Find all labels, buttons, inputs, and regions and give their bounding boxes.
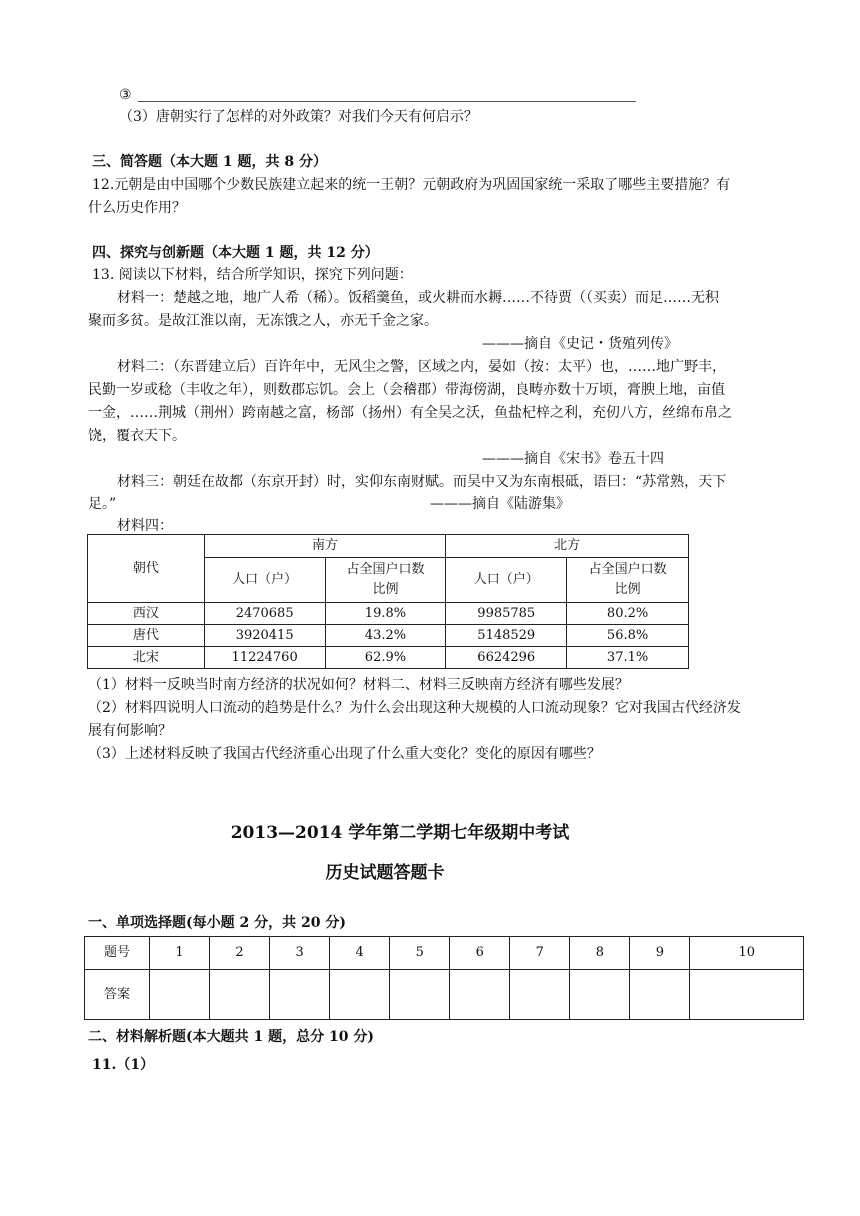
subquestion-3: （3）上述材料反映了我国古代经济重心出现了什么重大变化？变化的原因有哪些？ <box>88 746 601 762</box>
cell-north-pop: 9985785 <box>446 603 567 625</box>
header-south: 南方 <box>204 535 446 558</box>
cell-north-pop: 6624296 <box>446 647 567 669</box>
material-1-line-2: 聚而多贫。是故江淮以南，无冻饿之人，亦无千金之家。 <box>88 313 438 329</box>
material-2-line-2: 民勤一岁或稔（丰收之年），则数郡忘饥。会上（会稽郡）带海傍湖，良畴亦数十万顷，膏腴上地，亩值 <box>88 382 725 398</box>
answer-grid <box>84 936 804 1020</box>
answer-cell[interactable] <box>450 970 510 1020</box>
cell-south-pop: 2470685 <box>204 603 325 625</box>
answer-cell[interactable] <box>570 970 630 1020</box>
answer-cell[interactable] <box>630 970 690 1020</box>
section-3-heading: 三、简答题（本大题 1 题，共 8 分） <box>92 154 327 170</box>
cell-south-ratio: 62.9% <box>325 647 446 669</box>
population-table <box>87 534 689 669</box>
cell-south-ratio: 43.2% <box>325 625 446 647</box>
material-2-line-1: 材料二：（东晋建立后）百许年中，无风尘之警，区域之内，晏如（按：太平）也，……地广野丰， <box>117 359 726 375</box>
question-number: 2 <box>210 937 270 970</box>
table-row <box>88 603 689 625</box>
cell-north-ratio: 56.8% <box>567 625 689 647</box>
question-number: 5 <box>390 937 450 970</box>
header-north-ratio: 占全国户口数 比例 <box>567 558 689 603</box>
question-number: 10 <box>690 937 804 970</box>
question-13-intro: 13. 阅读以下材料，结合所学知识，探究下列问题： <box>92 267 413 283</box>
row-label-answer: 答案 <box>85 970 150 1020</box>
cell-north-ratio: 37.1% <box>567 647 689 669</box>
cell-dynasty: 唐代 <box>88 625 205 647</box>
header-north-pop: 人口（户） <box>446 558 567 603</box>
question-12-line-1: 12.元朝是由中国哪个少数民族建立起来的统一王朝？元朝政府为巩固国家统一采取了哪些主要措施？有 <box>92 177 731 193</box>
answer-cell[interactable] <box>330 970 390 1020</box>
answer-section-1-heading: 一、单项选择题(每小题 2 分，共 20 分) <box>88 915 346 931</box>
material-3-source: ———摘自《陆游集》 <box>430 496 570 512</box>
cell-north-ratio: 80.2% <box>567 603 689 625</box>
header-dynasty: 朝代 <box>88 535 205 603</box>
answer-section-2-heading: 二、材料解析题(本大题共 1 题，总分 10 分) <box>88 1029 374 1045</box>
answer-cell[interactable] <box>150 970 210 1020</box>
answer-blank-3-label: ③ <box>119 87 132 103</box>
section-4-heading: 四、探究与创新题（本大题 1 题，共 12 分） <box>92 245 379 261</box>
header-south-pop: 人口（户） <box>204 558 325 603</box>
material-4-label: 材料四： <box>117 518 173 534</box>
material-1-source: ———摘自《史记・货殖列传》 <box>482 336 678 352</box>
material-3-line-1: 材料三：朝廷在故都（东京开封）时，实仰东南财赋。而吴中又为东南根砥，语曰：“苏常熟，天下 <box>117 474 727 490</box>
cell-north-pop: 5148529 <box>446 625 567 647</box>
question-11-part-3: （3）唐朝实行了怎样的对外政策？对我们今天有何启示？ <box>119 109 478 125</box>
answer-card-title: 2013—2014 学年第二学期七年级期中考试 <box>230 823 570 843</box>
answer-cell[interactable] <box>270 970 330 1020</box>
answer-cell[interactable] <box>210 970 270 1020</box>
question-number: 8 <box>570 937 630 970</box>
cell-dynasty: 北宋 <box>88 647 205 669</box>
material-2-line-4: 饶，覆衣天下。 <box>88 428 186 444</box>
question-number: 6 <box>450 937 510 970</box>
cell-south-pop: 11224760 <box>204 647 325 669</box>
subquestion-2-line-2: 展有何影响？ <box>88 723 172 739</box>
answer-question-11-label: 11.（1） <box>92 1057 155 1073</box>
answer-cell[interactable] <box>510 970 570 1020</box>
question-number: 7 <box>510 937 570 970</box>
question-number: 3 <box>270 937 330 970</box>
answer-cell[interactable] <box>690 970 804 1020</box>
question-number: 4 <box>330 937 390 970</box>
subquestion-2-line-1: （2）材料四说明人口流动的趋势是什么？为什么会出现这种大规模的人口流动现象？它对我国古代经济发 <box>88 700 741 716</box>
cell-south-ratio: 19.8% <box>325 603 446 625</box>
header-north: 北方 <box>446 535 689 558</box>
cell-south-pop: 3920415 <box>204 625 325 647</box>
material-3-line-2: 足。” <box>88 496 117 512</box>
table-row <box>88 625 689 647</box>
answer-cell[interactable] <box>390 970 450 1020</box>
answer-card-subtitle: 历史试题答题卡 <box>325 863 445 883</box>
subquestion-1: （1）材料一反映当时南方经济的状况如何？材料二、材料三反映南方经济有哪些发展？ <box>88 677 629 693</box>
material-1-line-1: 材料一：楚越之地，地广人希（稀）。饭稻羹鱼，或火耕而水耨……不待贾（（买卖）而足……无积 <box>117 290 719 306</box>
material-2-line-3: 一金，……荆城（荆州）跨南越之富，杨部（扬州）有全吴之沃，鱼盐杞梓之利，充仞八方，丝绵布帛之 <box>88 405 732 421</box>
question-number: 9 <box>630 937 690 970</box>
answer-blank-3-line <box>138 101 636 102</box>
row-label-number: 题号 <box>85 937 150 970</box>
question-number: 1 <box>150 937 210 970</box>
material-2-source: ———摘自《宋书》卷五十四 <box>482 451 664 467</box>
cell-dynasty: 西汉 <box>88 603 205 625</box>
table-row <box>88 647 689 669</box>
question-12-line-2: 什么历史作用？ <box>88 200 186 216</box>
header-south-ratio: 占全国户口数 比例 <box>325 558 446 603</box>
